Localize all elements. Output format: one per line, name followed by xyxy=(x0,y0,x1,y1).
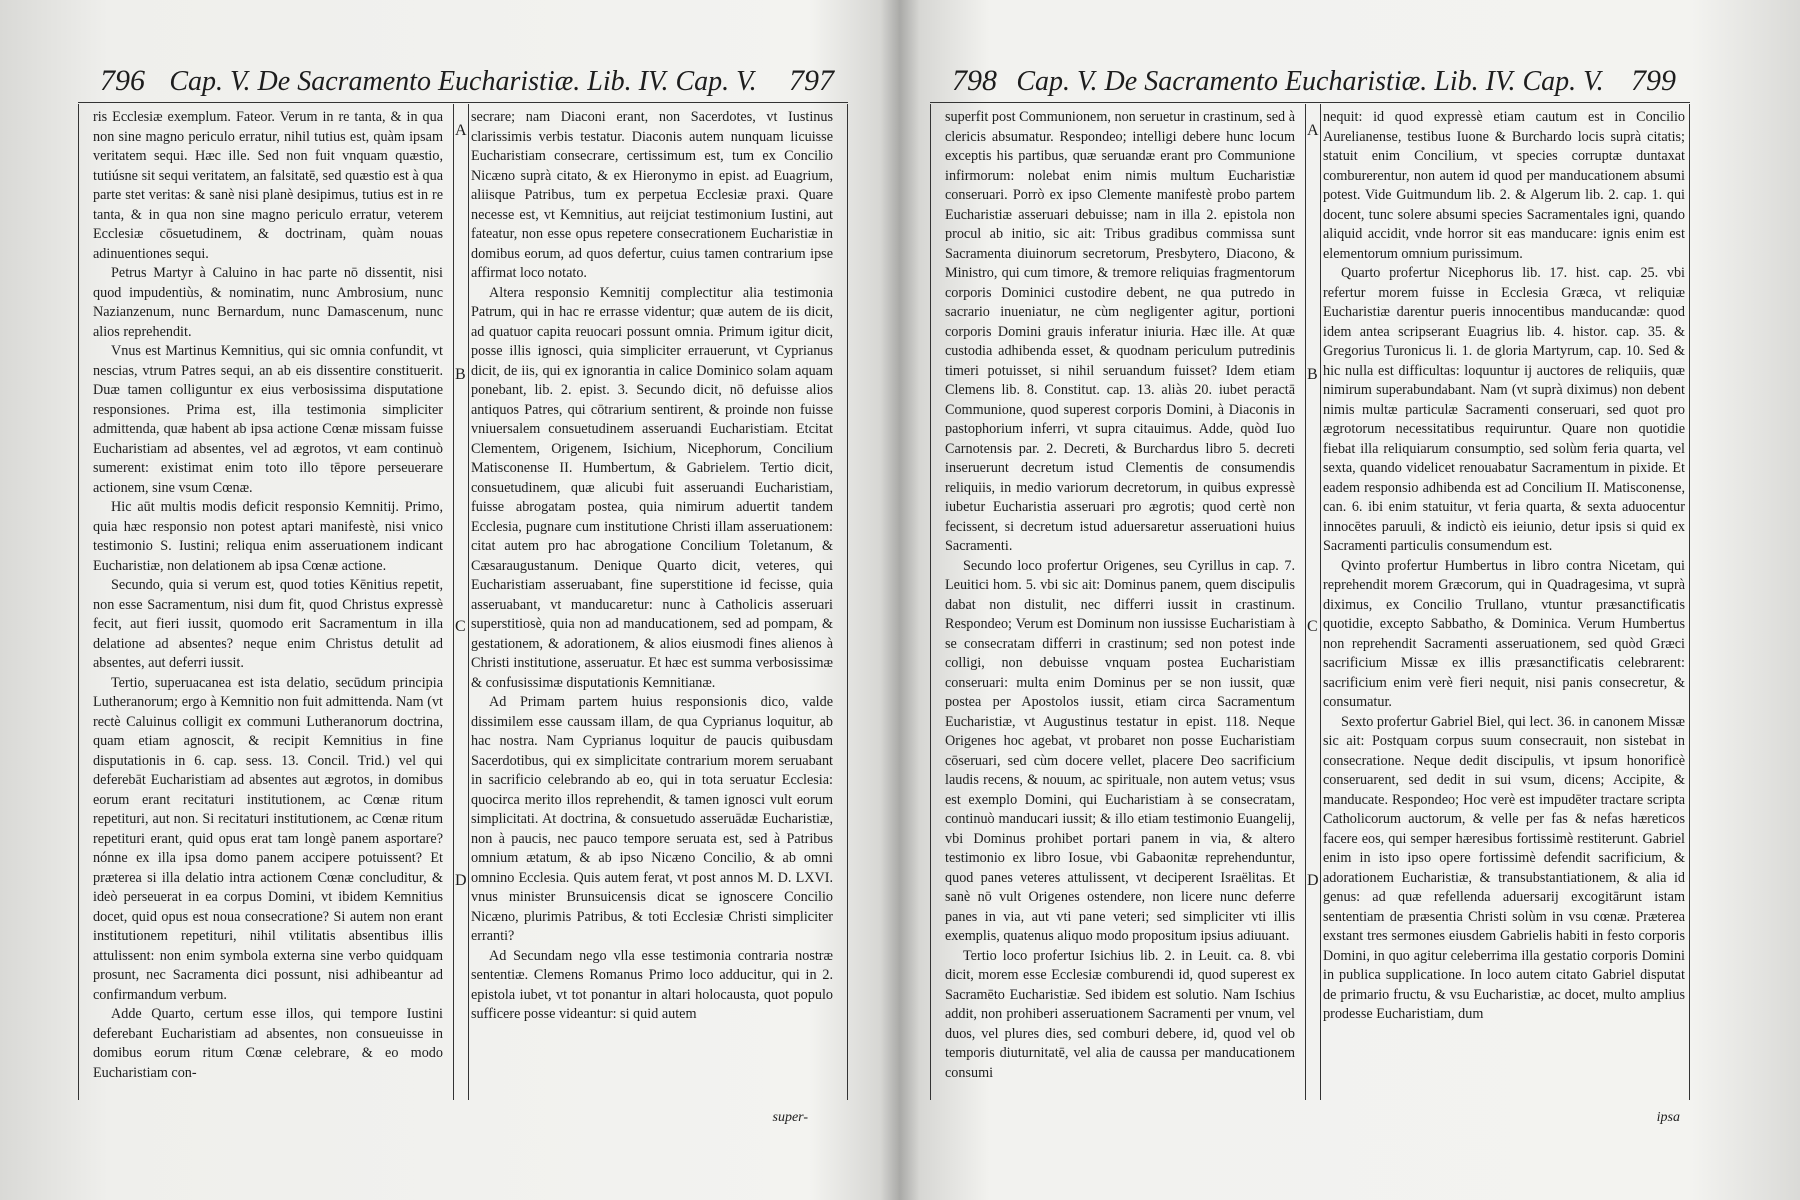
paragraph: secrare; nam Diaconi erant, non Sacerdotes, vt Iustinus clarissimis verbis testatur. Diaconis autem nunquam licuisse Eucharistiam consecrare, certissimum est, tum ex Concilio Nicæno suprà citato, & ex Hieronymo in epist. ad Euagrium, aliisque Patribus, tum ex perpetua Ecclesiæ praxi. Quare necesse est, vt Kemnitius, aut reijciat testimonium Iustini, aut fateatur, non esse opus repetere consecrationem Eucharistiæ in domibus eorum, ad quos defertur, cuius tamen contrarium ipse affirmat loco notato. xyxy=(471,109,833,281)
text-column-left xyxy=(945,108,1295,1083)
page-number: 796 xyxy=(100,64,145,97)
paragraph: Tertio loco profertur Isichius lib. 2. in Leuit. ca. 8. vbi dicit, morem esse Ecclesiæ comburendi id, quod superest ex Sacramēto Eucharistiæ. Sed ibidem est solutio. Nam Ischius addit, non prohiberi asseruationem Sacramenti per vnum, vel duos, vel plures dies, sed comburi debere, id, quod vel ob temporis diuturnitatē, vel alia de caussa per manducationem consumi xyxy=(945,947,1295,1081)
section-marker-b: B xyxy=(455,366,466,383)
paragraph: Adde Quarto, certum esse illos, qui tempore Iustini deferebant Eucharistiam ad absentes, non consueuisse in domibus eorum ritum Cœnæ celebrare, & eo modo Eucharistiam con- xyxy=(93,1006,443,1081)
column-divider xyxy=(453,104,469,1100)
left-page-header xyxy=(78,60,848,103)
paragraph: superfit post Communionem, non seruetur in crastinum, sed à clericis absumatur. Respondeo; intelligi debere hunc locum exceptis his partibus, quæ seruandæ erant pro Communione infirmorum: nolebat enim nimis multum Eucharistiæ conseruari. Porrò ex ipso Clemente manifestè probo partem Eucharistiæ asseruari debuisse; nam in illa 2. epistola non procul ab initio, sic ait: Tribus gradibus commissa sunt Sacramenta diuinorum secretorum, Presbytero, Diacono, & Ministro, qui cum timore, & tremore reliquias fragmentorum corporis Dominici custodire debent, ne qua putredo in sacrario inueniatur, ne cùm negligenter agitur, portioni corporis Domini grauis inferatur iniuria. Hæc ille. At quæ custodia adhibenda esset, & quodnam periculum putredinis timeri potuisset, si nihil seruandum fuisset? Idem etiam Clemens lib. 8. Constitut. cap. 13. aliàs 20. iubet peractā Communione, quod superest corporis Domini, à Diaconis in pastophorium inferri, vt supra citauimus. Adde, quòd Iuo Carnotensis par. 2. Decreti, & Burchardus libro 5. decreti inseruerunt decretum istud Clementis de consumendis reliquiis, in medio variorum decretorum, in quibus expressè iubetur Eucharistia asseruari pro ægrotis; quod certè non fecissent, si decretum istud aduersaretur asseruationi huius Sacramenti. xyxy=(945,109,1295,554)
paragraph: Secundo loco profertur Origenes, seu Cyrillus in cap. 7. Leuitici hom. 5. vbi sic ait: Dominus panem, quem discipulis dabat non distulit, nec differri iussit in crastinum. Respondeo; Verum est Dominum non iussisse Eucharistiam à se consecratam differri in crastinum; sed non potest inde colligi, non debuisse vnquam postea Eucharistiam conseruari: multa enim Dominus per se non iussit, quæ postea per Apostolos iussit, etiam circa Sacramentum Eucharistiæ, vt Augustinus testatur in epist. 118. Neque Origenes hoc agebat, vt probaret non posse Eucharistiam cōseruari, sed cùm docere vellet, placere Deo sacrificium laudis recens, & nouum, ac spirituale, non autem vetus; vsus est exemplo Domini, qui Eucharistiam à se consecratam, continuò manducari iussit; & illo etiam testimonio Euangelij, vbi Dominus prohibet portari panem in via, & altero testimonio ex libro Iosue, vbi Gabaonitæ reprehenduntur, quod panes veteres attulissent, vt deciperent Israëlitas. Et sanè nō vult Origenes ostendere, non licere nunc deferre panes in via, aut vti pane veteri; sed simpliciter vti illis exemplis, quatenus aliquo modo propositum ipsius adiuuant. xyxy=(945,557,1295,944)
section-marker-c: C xyxy=(1307,618,1318,635)
right-page xyxy=(930,60,1690,1125)
running-title: Cap. V. De Sacramento Eucharistiæ. Lib. IV. Cap. V. xyxy=(169,66,757,97)
text-column-right xyxy=(471,108,833,1025)
paragraph: nequit: id quod expressè etiam cautum est in Concilio Aurelianense, testibus Iuone & Burchardo locis suprà citatis; statuit enim Concilium, vt species corruptæ duntaxat comburerentur, non autem id quod per manducationem absumi potest. Vide Guitmundum lib. 2. & Algerum lib. 2. cap. 1. qui docent, tunc solere absumi species Sacramentales igni, quando aliquid accidit, vnde horror sit eas manducare: ignis enim est elementorum omnium purissimum. xyxy=(1323,109,1685,262)
paragraph: Secundo, quia si verum est, quod toties Kēnitius repetit, non esse Sacramentum, nisi dum fit, quod Christus expressè fecit, aut fieri iussit, quomodo erit Sacramentum in illa delatione ad absentes? neque enim Christus detulit ad absentes, aut deferri iussit. xyxy=(93,577,443,671)
section-marker-b: B xyxy=(1307,366,1318,383)
catchword: ipsa xyxy=(1656,1110,1680,1125)
paragraph: Tertio, superuacanea est ista delatio, secūdum principia Lutheranorum; ergo à Kemnitio non fuit admittenda. Nam (vt rectè Caluinus colligit ex communi Lutheranorum doctrina, quam etiam agnoscit, & recipit Kemnitius in fine disputationis in 6. cap. sess. 13. Concil. Trid.) vel qui deferebāt Eucharistiam ad absentes aut ægrotos, in domibus eorum erant recitaturi institutionem, ac Cœnæ ritum repetituri, aut non. Si recitaturi institutionem, ac Cœnæ ritum repetituri erant, quid opus erat tam longè panem asportare? nónne ex illa ipsa domo panem accipere potuissent? Et præterea si illa delatio intra actionem Cœnæ concluditur, & ideò perseuerat in ea corpus Domini, vt ibidem Kemnitius docet, quid opus est noua consecratione? Si autem non erant institutionem repetituri, nihil vtilitatis absentibus illis attulissent: non enim symbola externa sine verbo quidquam prosunt, nec Sacramenta dici possunt, nisi adhibeantur ad confirmandum verbum. xyxy=(93,674,443,1003)
text-frame xyxy=(930,104,1690,1100)
section-marker-d: D xyxy=(455,872,467,889)
paragraph: Sexto profertur Gabriel Biel, qui lect. 36. in canonem Missæ sic ait: Postquam corpus suum consecrauit, non sistebat in consecratione. Neque dedit discipulis, vt ipsum honorificè conseruarent, sed dedit in sui vsum, dicens; Accipite, & manducate. Respondeo; Hoc verè est impudēter tractare scripta Catholicorum auctorum, & velle per fas & nefas hæreticos facere eos, qui semper hæresibus fortissimè restiterunt. Gabriel enim in isto ipso opere fortissimè defendit sacrificium, & adorationem Eucharistiæ, & transubstantiationem, & alia id genus: ad quæ refellenda aduersarij excogitārunt istam sententiam de præsentia Christi solùm in vsu cœnæ. Præterea exstant tres sermones eiusdem Gabrielis habiti in festo corporis Domini, in quo agitur celeberrima illa gestatio corporis Domini in publica supplicatione. In loco autem citato Gabriel disputat de primario fructu, & vsu Eucharistiæ, ac docet, multo amplius prodesse Eucharistiam, dum xyxy=(1323,713,1685,1022)
paragraph: Vnus est Martinus Kemnitius, qui sic omnia confundit, vt nescias, vtrum Patres sequi, an ab eis dissentire constituerit. Duæ tamen colliguntur ex eius verbosissima disputatione responsiones. Prima est, illa testimonia simpliciter admittenda, quæ habent ab ipsa actione Cœnæ missam fuisse Eucharistiam ad absentes, vel ad ægrotos, vt eam continuò sumerent: existimat enim toto illo tēpore perseuerare actionem, sine vsum Cœnæ. xyxy=(93,343,443,496)
text-frame xyxy=(78,104,848,1100)
paragraph: Altera responsio Kemnitij complectitur alia testimonia Patrum, qui in hac re errasse videntur; quæ autem de iis dicit, ad quatuor capita reuocari possunt omnia. Primum igitur dicit, posse illis ignosci, quia simpliciter errauerunt, vt Cyprianus dicit, de iis, qui ex ignorantia in calice Dominico solam aquam ponebant, lib. 2. epist. 3. Secundo dicit, nō defuisse alios antiquos Patres, qui cōtrarium sentirent, & proinde non fuisse vniuersalem consuetudinem asseruandi Eucharistiam. Etcitat Clementem, Origenem, Isichium, Nicephorum, Concilium Matisconense II. Humbertum, & Gabrielem. Tertio dicit, consuetudinem, quæ alicubi fuit asseruandi Eucharistiam, fuisse abrogatam postea, quia nimirum aduertit tandem Ecclesia, pugnare cum institutione Christi illam asseruationem: citat autem pro hac abrogatione Concilium Toletanum, & Cæsaraugustanum. Denique Quarto dicit, veteres, qui Eucharistiam asseruabant, fine superstitione id fecisse, quia asseruabant, vt manducaretur: nunc à Catholicis asseruari superstitiosè, quia non ad manducationem, sed ad pompam, & gestationem, & adorationem, & alios eiusmodi fines alienos à Christi institutione, asseruatur. Et hæc est summa verbosissimæ & confusissimæ disputationis Kemnitianæ. xyxy=(471,284,833,691)
page-number: 799 xyxy=(1631,64,1676,97)
running-title: Cap. V. De Sacramento Eucharistiæ. Lib. IV. Cap. V. xyxy=(1016,66,1604,97)
paragraph: Quarto profertur Nicephorus lib. 17. hist. cap. 25. vbi refertur morem fuisse in Ecclesia Græca, vt reliquiæ Eucharistiæ darentur pueris innocentibus manducandæ: quod idem antea scripserant Euagrius lib. 4. histor. cap. 35. & Gregorius Turonicus li. 1. de gloria Martyrum, cap. 10. Sed & hic nulla est difficultas: loquuntur ij auctores de reliquiis, quæ nimirum superabundabant. Nam (vt suprà diximus) non debent nimis multæ particulæ Sacramenti conseruari, sed quot pro ægrotorum necessitatibus requiruntur. Quare non quotidie fiebat illa reliquiarum consumptio, sed solùm feria quarta, vel sexta, quando videlicet renouabatur Sacramentum in pixide. Et eadem responsio adhibenda est ad Concilium II. Matisconense, can. 6. ibi enim statuitur, vt feria quarta, & sexta aduocentur innocētes paruuli, & indictò eis ieiunio, detur ipsis si quid ex Sacramenti particulis consumendum est. xyxy=(1323,265,1685,554)
paragraph: Petrus Martyr à Caluino in hac parte nō dissentit, nisi quod impudentiùs, & nominatim, nunc Ambrosium, nunc Nazianzenum, nunc Bernardum, nunc Damascenum, nunc alios reprehendit. xyxy=(93,265,443,340)
page-number: 797 xyxy=(789,64,834,97)
text-column-right xyxy=(1323,108,1685,1025)
paragraph: Ad Primam partem huius responsionis dico, valde dissimilem esse caussam illam, de qua Cyprianus loquitur, ab hac nostra. Nam Cyprianus loquitur de paucis quibusdam Sacerdotibus, qui ex simplicitate contrarium morem seruabant in sacrificio celebrando ab eo, qui in tota seruatur Ecclesia: quocirca merito illos reprehendit, & tamen ignosci vult eorum simplicitati. At doctrina, & consuetudo asseruādæ Eucharistiæ, non à paucis, nec pauco tempore seruata est, sed à Patribus omnium ætatum, & ab ipso Nicæno Concilio, & ab omni omnino Ecclesia. Quis autem ferat, vt post annos M. D. LXVI. vnus minister Brunsuicensis dicat se ignoscere Concilio Nicæno, plurimis Patribus, & toti Ecclesiæ Christi simpliciter erranti? xyxy=(471,694,833,944)
right-page-header xyxy=(930,60,1690,103)
page-number: 798 xyxy=(952,64,997,97)
paragraph: Ad Secundam nego vlla esse testimonia contraria nostræ sententiæ. Clemens Romanus Primo loco adducitur, qui in 2. epistola iubet, vt tot ponantur in altari holocausta, quot populo sufficere posse videantur: si quid autem xyxy=(471,947,833,1022)
section-marker-d: D xyxy=(1307,872,1319,889)
section-marker-c: C xyxy=(455,618,466,635)
paragraph: Hic aūt multis modis deficit responsio Kemnitij. Primo, quia hæc responsio non potest aptari manifestè, nisi vnico testimonio S. Iustini; reliqua enim asseruationem indicant Eucharistiæ, non delationem ab ipsa Cœnæ actione. xyxy=(93,499,443,574)
section-marker-a: A xyxy=(455,122,467,139)
catchword: super- xyxy=(772,1110,808,1125)
book-gutter xyxy=(880,0,920,1200)
column-divider xyxy=(1305,104,1321,1100)
text-column-left xyxy=(93,108,443,1083)
section-marker-a: A xyxy=(1307,122,1319,139)
left-page xyxy=(78,60,848,1125)
paragraph: ris Ecclesiæ exemplum. Fateor. Verum in re tanta, & in qua non sine magno periculo erratur, nihil tutius est, quàm ipsam veritatem sequi. Hæc ille. Sed non fuit vnquam quæstio, tutiúsne sit sequi veritatem, an falsitatē, sed quæstio est à qua parte stet veritas: & sanè nisi planè desipimus, tutius est in re tanta, & in qua non sine magno periculo erratur, veterem Ecclesiæ cōsuetudinem, & doctrinam, quàm nouas adinuentiones sequi. xyxy=(93,109,443,262)
paragraph: Qvinto profertur Humbertus in libro contra Nicetam, qui reprehendit morem Græcorum, qui in Quadragesima, vt suprà diximus, ex Concilio Trullano, vtuntur præsanctificatis quotidie, excepto Sabbatho, & Dominica. Verum Humbertus non reprehendit Sacramenti asseruationem, sed quòd Græci sacrificium Missæ ex illis præsanctificatis celebrarent: sacrificium enim verè fieri nequit, nisi panis consecretur, & consumatur. xyxy=(1323,557,1685,710)
